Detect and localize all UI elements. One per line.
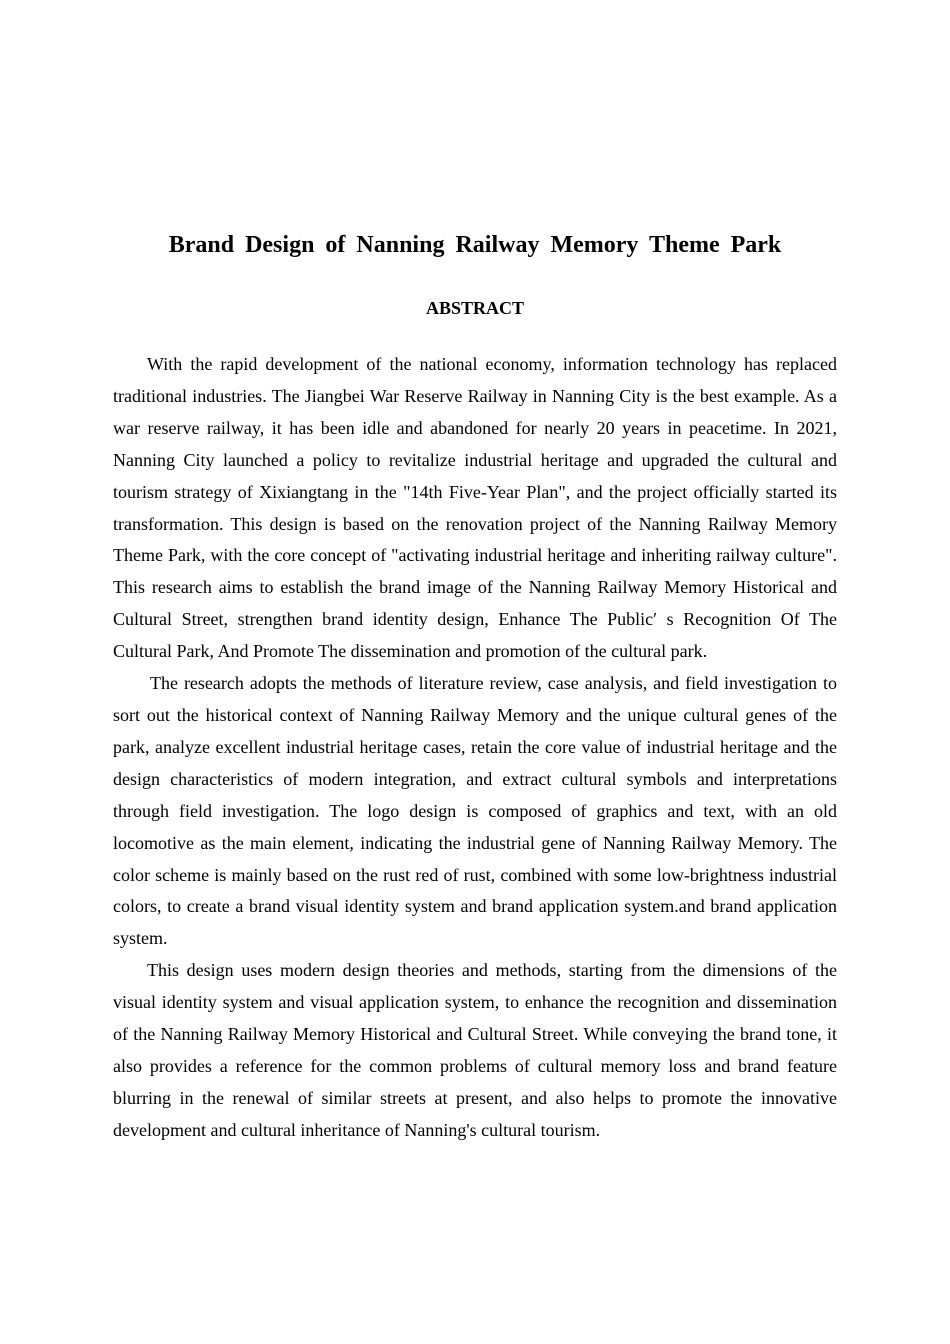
abstract-body [113, 349, 837, 1147]
abstract-heading: ABSTRACT [425, 298, 525, 318]
abstract-paragraph-2: The research adopts the methods of literature review, case analysis, and field investigation to sort out the historical context of Nanning Railway Memory and the unique cultural genes of the park, analyze excellent industrial heritage cases, retain the core value of industrial heritage and the design characteristics of modern integration, and extract cultural symbols and interpretations through field investigation. The logo design is composed of graphics and text, with an old locomotive as the main element, indicating the industrial gene of Nanning Railway Memory. The color scheme is mainly based on the rust red of rust, combined with some low-brightness industrial colors, to create a brand visual identity system and brand application system.and brand application system. [113, 673, 837, 949]
abstract-paragraph-3: This design uses modern design theories and methods, starting from the dimensions of the visual identity system and visual application system, to enhance the recognition and dissemination of the Nanning Railway Memory Historical and Cultural Street. While conveying the brand tone, it also provides a reference for the common problems of cultural memory loss and brand feature blurring in the renewal of similar streets at present, and also helps to promote the innovative development and cultural inheritance of Nanning's cultural tourism. [113, 960, 837, 1140]
document-title: Brand Design of Nanning Railway Memory Theme Park [168, 232, 782, 258]
abstract-paragraph-1: With the rapid development of the national economy, information technology has replaced traditional industries. The Jiangbei War Reserve Railway in Nanning City is the best example. As a war reserve railway, it has been idle and abandoned for nearly 20 years in peacetime. In 2021, Nanning City launched a policy to revitalize industrial heritage and upgraded the cultural and tourism strategy of Xixiangtang in the "14th Five-Year Plan", and the project officially started its transformation. This design is based on the renovation project of the Nanning Railway Memory Theme Park, with the core concept of "activating industrial heritage and inheriting railway culture". This research aims to establish the brand image of the Nanning Railway Memory Historical and Cultural Street, strengthen brand identity design, Enhance The Public′ s Recognition Of The Cultural Park, And Promote The dissemination and promotion of the cultural park. [113, 354, 837, 662]
